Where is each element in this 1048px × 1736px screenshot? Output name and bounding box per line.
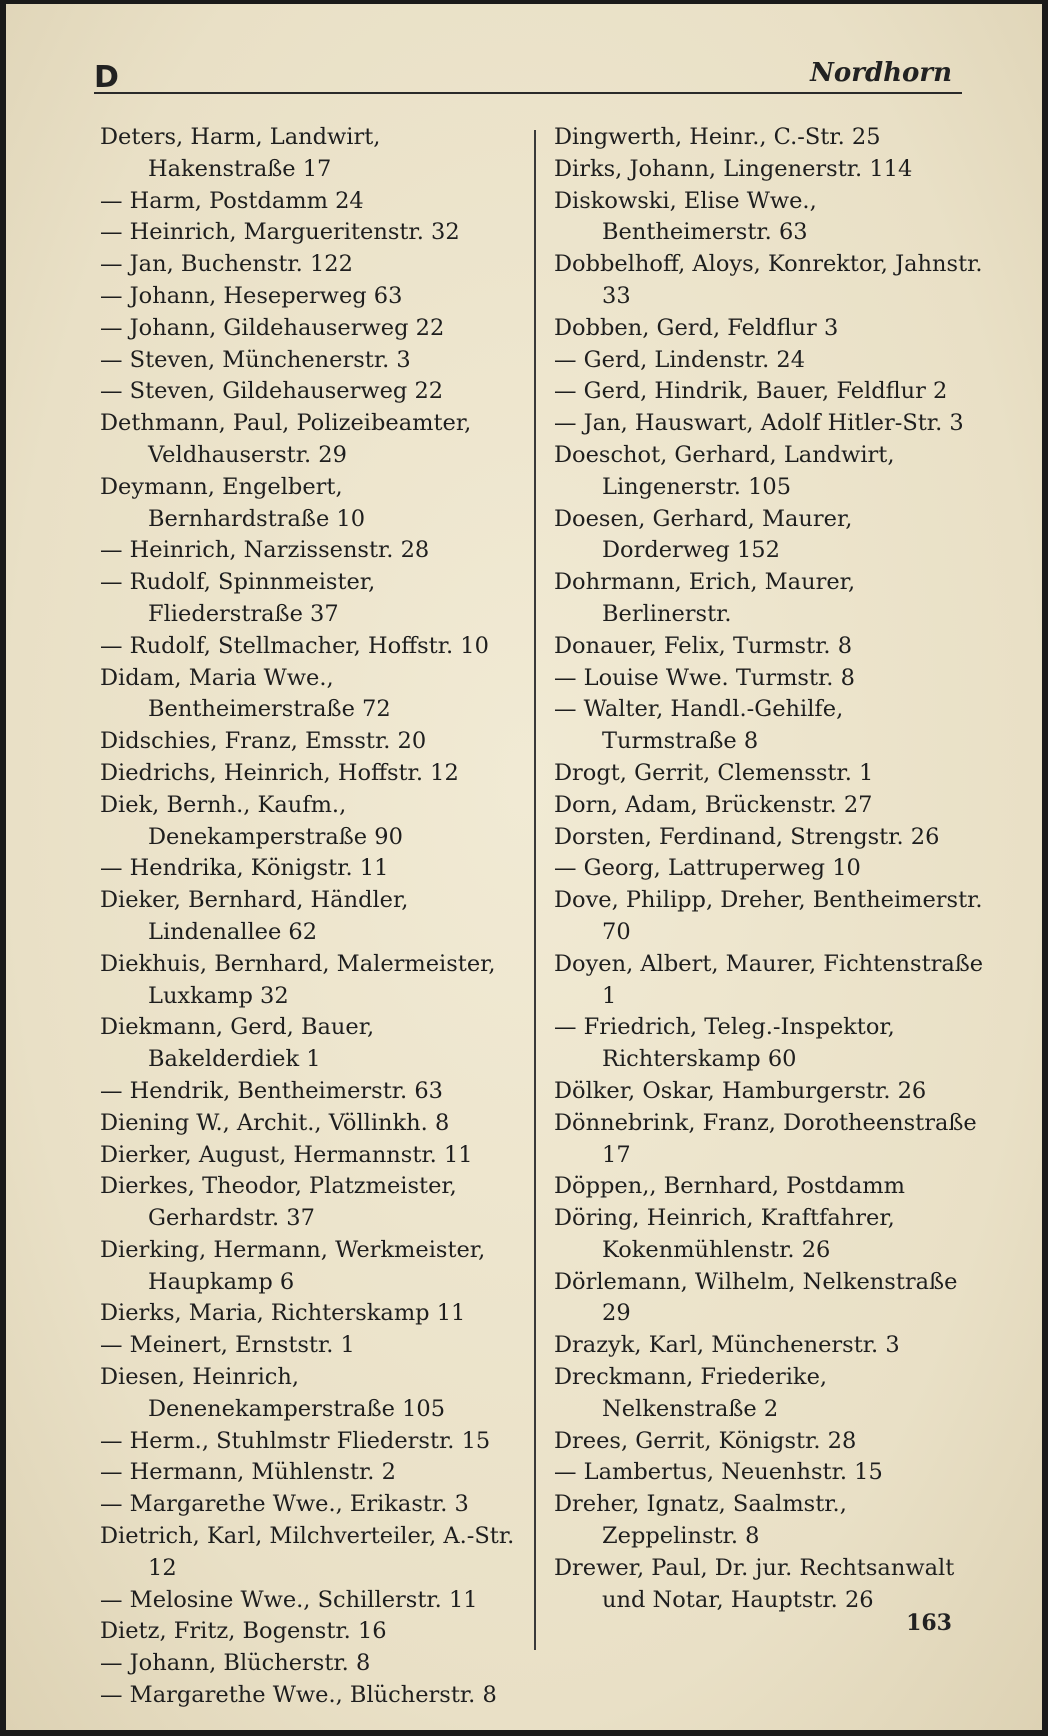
header-rule (94, 92, 962, 94)
page-number: 163 (906, 1610, 952, 1636)
entry: — Georg, Lattruperweg 10 (554, 855, 861, 882)
entry: Doyen, Albert, Maurer, Fichtenstraße 1 (554, 950, 984, 1009)
entry: Diesen, Heinrich, Denenekamperstraße 105 (100, 1364, 446, 1422)
entry: — Steven, Gildehauserweg 22 (100, 378, 444, 405)
entry: — Jan, Hauswart, Adolf Hitler-Str. 3 (554, 410, 964, 437)
entry: Dörlemann, Wilhelm, Nelkenstraße 29 (554, 1268, 958, 1327)
entry: — Hendrik, Bentheimerstr. 63 (100, 1077, 443, 1104)
entry: Didam, Maria Wwe., Bentheimerstraße 72 (100, 664, 391, 723)
entry: Drazyk, Karl, Münchenerstr. 3 (554, 1332, 900, 1359)
entry: — Melosine Wwe., Schillerstr. 11 (100, 1586, 478, 1613)
entry: — Friedrich, Teleg.-Inspektor, Richterskamp 60 (554, 1014, 895, 1073)
entry: — Meinert, Ernststr. 1 (100, 1332, 355, 1359)
entry: Dreher, Ignatz, Saalmstr., Zeppelinstr. 8 (554, 1491, 847, 1550)
running-header-town: Nordhorn (810, 58, 952, 88)
entry: Dobben, Gerd, Feldflur 3 (554, 314, 839, 341)
entry: — Heinrich, Margueritenstr. 32 (100, 219, 460, 246)
right-column (554, 122, 984, 1616)
entry: Dirks, Johann, Lingenerstr. 114 (554, 155, 913, 182)
entry: Dietrich, Karl, Milchverteiler, A.-Str. 12 (100, 1523, 515, 1581)
entry: Dietz, Fritz, Bogenstr. 16 (100, 1618, 387, 1645)
entry: Dove, Philipp, Dreher, Bentheimerstr. 70 (554, 887, 983, 945)
entry: Dierks, Maria, Richterskamp 11 (100, 1300, 466, 1327)
entry: — Lambertus, Neuenhstr. 15 (554, 1459, 883, 1486)
entry: Dingwerth, Heinr., C.-Str. 25 (554, 124, 881, 150)
entry: Deters, Harm, Landwirt, Hakenstraße 17 (100, 124, 381, 182)
entry: Dierker, August, Hermannstr. 11 (100, 1141, 473, 1168)
entry: — Johann, Gildehauserweg 22 (100, 314, 445, 341)
entry: Dölker, Oskar, Hamburgerstr. 26 (554, 1077, 927, 1104)
entry: Diedrichs, Heinrich, Hoffstr. 12 (100, 759, 459, 786)
entry: Drogt, Gerrit, Clemensstr. 1 (554, 759, 874, 786)
entry: — Hermann, Mühlenstr. 2 (100, 1459, 396, 1486)
entry: Diskowski, Elise Wwe., Bentheimerstr. 63 (554, 187, 817, 246)
entry: — Herm., Stuhlmstr Fliederstr. 15 (100, 1427, 491, 1454)
entry: Deymann, Engelbert, Bernhardstraße 10 (100, 473, 366, 532)
entry: — Margarethe Wwe., Blücherstr. 8 (100, 1682, 497, 1709)
section-letter: D (94, 60, 119, 95)
entry: Dorsten, Ferdinand, Strengstr. 26 (554, 823, 940, 850)
entry: — Johann, Blücherstr. 8 (100, 1650, 371, 1677)
entry: Diening W., Archit., Völlinkh. 8 (100, 1109, 450, 1136)
entry: Didschies, Franz, Emsstr. 20 (100, 728, 427, 755)
entry: — Harm, Postdamm 24 (100, 187, 364, 214)
entry: Dreckmann, Friederike, Nelkenstraße 2 (554, 1364, 828, 1422)
entry: — Hendrika, Königstr. 11 (100, 855, 389, 882)
entry: — Rudolf, Spinnmeister, Fliederstraße 37 (100, 569, 376, 627)
entry: — Johann, Heseperweg 63 (100, 282, 403, 309)
entry: Döring, Heinrich, Kraftfahrer, Kokenmühlenstr. 26 (554, 1205, 895, 1263)
entry: — Gerd, Lindenstr. 24 (554, 346, 806, 373)
entry: — Jan, Buchenstr. 122 (100, 251, 353, 278)
directory-page (6, 4, 1042, 1730)
entry: Diekmann, Gerd, Bauer, Bakelderdiek 1 (100, 1014, 375, 1073)
entry: Dobbelhoff, Aloys, Konrektor, Jahnstr. 33 (554, 251, 983, 309)
entry: Dieker, Bernhard, Händler, Lindenallee 62 (100, 887, 409, 945)
entry: — Gerd, Hindrik, Bauer, Feldflur 2 (554, 378, 948, 405)
entry: Doeschot, Gerhard, Landwirt, Lingenerstr. 105 (554, 441, 895, 500)
entry: Dohrmann, Erich, Maurer, Berlinerstr. (554, 569, 856, 627)
entry: Drees, Gerrit, Königstr. 28 (554, 1427, 857, 1454)
entry: — Walter, Handl.-Gehilfe, Turmstraße 8 (554, 696, 844, 755)
left-column (100, 122, 530, 1712)
entry: Dorn, Adam, Brückenstr. 27 (554, 791, 873, 818)
entry: Diekhuis, Bernhard, Malermeister, Luxkamp 32 (100, 950, 496, 1009)
entry: Döppen,, Bernhard, Postdamm (554, 1173, 905, 1200)
entry: Dethmann, Paul, Polizeibeamter, Veldhauserstr. 29 (100, 410, 472, 468)
column-divider (534, 130, 536, 1650)
entry: Doesen, Gerhard, Maurer, Dorderweg 152 (554, 505, 853, 564)
entry: — Heinrich, Narzissenstr. 28 (100, 537, 430, 564)
entry: Dierkes, Theodor, Platzmeister, Gerhardstr. 37 (100, 1173, 457, 1232)
entry: — Margarethe Wwe., Erikastr. 3 (100, 1491, 469, 1518)
entry: Dierking, Hermann, Werkmeister, Haupkamp 6 (100, 1236, 486, 1295)
entry: Drewer, Paul, Dr. jur. Rechtsanwalt und Notar, Hauptstr. 26 (554, 1554, 955, 1613)
entry: — Rudolf, Stellmacher, Hoffstr. 10 (100, 632, 489, 659)
entry: — Steven, Münchenerstr. 3 (100, 346, 411, 373)
entry: — Louise Wwe. Turmstr. 8 (554, 664, 855, 691)
entry: Diek, Bernh., Kaufm., Denekamperstraße 90 (100, 791, 403, 850)
entry: Dönnebrink, Franz, Dorotheenstraße 17 (554, 1109, 977, 1168)
entry: Donauer, Felix, Turmstr. 8 (554, 632, 853, 659)
